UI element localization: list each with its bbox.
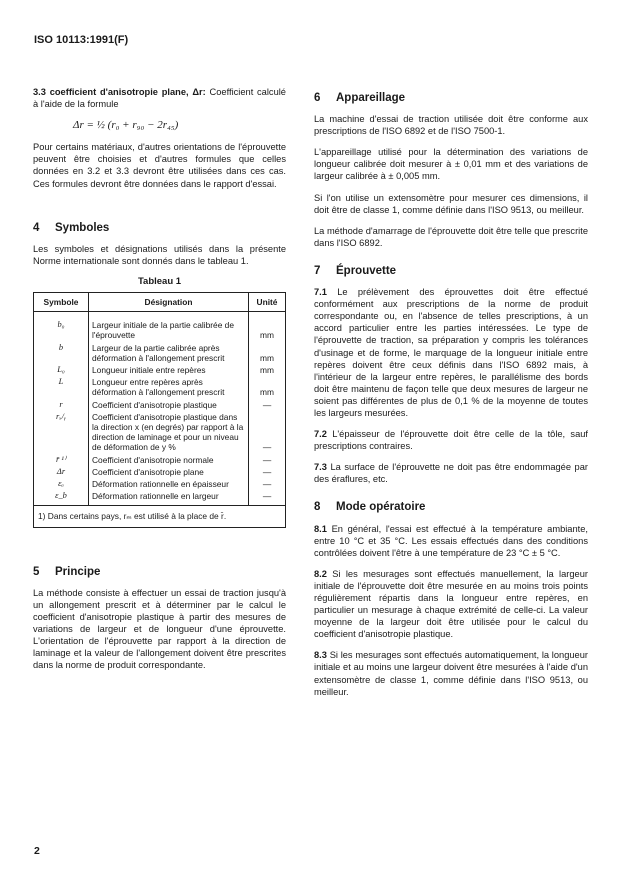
clause-7-2	[314, 428, 588, 452]
table-header-symbol: Symbole	[34, 293, 89, 312]
row-symbol: ε_b	[34, 490, 89, 506]
row-unit: —	[249, 411, 286, 454]
section-6-para-1: La machine d'essai de traction utilisée doit être conforme aux prescriptions de l'ISO 6892 et de l'ISO 7500-1.	[314, 114, 588, 137]
row-symbol: r	[34, 399, 89, 411]
row-unit: mm	[249, 342, 286, 364]
clause-3-3-term: coefficient d'anisotropie plane,	[49, 87, 189, 97]
section-7-heading	[314, 265, 588, 277]
section-6-para-3: Si l'on utilise un extensomètre pour mesurer ces dimensions, il doit être de classe 1, comme définie dans l'ISO 9513, ou meilleur.	[314, 192, 588, 215]
row-designation: Longueur initiale entre repères	[89, 364, 249, 376]
clause-7-2-text: L'épaisseur de l'éprouvette doit être celle de la tôle, sauf prescriptions contraires.	[314, 429, 588, 452]
table-row	[34, 466, 286, 478]
clause-8-2-number: 8.2	[314, 568, 327, 579]
clause-8-3-number: 8.3	[314, 650, 327, 661]
row-designation: Coefficient d'anisotropie plastique	[89, 399, 249, 411]
page-number: 2	[34, 845, 40, 857]
section-4-title: Symboles	[55, 221, 110, 234]
section-7-number: 7	[314, 264, 321, 277]
section-7-title: Éprouvette	[336, 264, 397, 277]
clause-8-2-text: Si les mesurages sont effectués manuellement, la largeur initiale de l'éprouvette doit être mesurée en au moins trois points régulièrement répartis dans la longueur entre repères, en particulier un mesurage à chaque extrémité de celle-ci. La valeur moyenne de la largeur doit être utilisée pour le calcul du coefficient d'anisotropie plastique.	[314, 568, 588, 640]
section-8-number: 8	[314, 501, 321, 514]
row-unit: —	[249, 490, 286, 506]
clause-8-1-text: En général, l'essai est effectué à la température ambiante, entre 10 °C et 35 °C. Les essais effectués dans des conditions contrôlées doivent l'être à une température de 23 °C ± 5 °C.	[314, 523, 588, 558]
section-6-heading	[314, 92, 588, 104]
symbols-table	[33, 292, 286, 528]
row-unit: —	[249, 454, 286, 466]
right-column	[314, 86, 588, 707]
clause-3-3-number: 3.3	[33, 87, 46, 97]
section-8-heading	[314, 501, 588, 513]
table-row	[34, 312, 286, 342]
row-designation: Coefficient d'anisotropie normale	[89, 454, 249, 466]
clause-8-2	[314, 568, 588, 641]
clause-7-1	[314, 286, 588, 419]
section-6-title: Appareillage	[336, 92, 406, 104]
clause-3-3	[33, 86, 286, 110]
section-6-para-4: La méthode d'amarrage de l'éprouvette doit être telle que prescrite dans l'ISO 6892.	[314, 225, 588, 248]
row-symbol: b₀	[34, 312, 89, 342]
row-unit: —	[249, 478, 286, 490]
left-column	[33, 86, 286, 680]
row-designation: Déformation rationnelle en épaisseur	[89, 478, 249, 490]
table-row	[34, 364, 286, 376]
table-row	[34, 478, 286, 490]
clause-7-3	[314, 461, 588, 485]
row-unit: mm	[249, 364, 286, 376]
clause-7-3-text: La surface de l'éprouvette ne doit pas être endommagée par des éraflures, etc.	[314, 462, 588, 485]
row-unit: mm	[249, 376, 286, 398]
clause-7-1-text: Le prélèvement des éprouvettes doit être effectué conformément aux prescriptions de la norme de produit correspondante ou, en l'absence de telles prescriptions, à un accord particulier entre les parties intéressées. Le type de l'éprouvette de traction, sa préparation y compris les tolérances d'usinage et de forme, le marquage de la longueur initiale entre repères doivent être ceux définis dans l'ISO 6892 mais, à l'intérieur de la largeur entre repères, le parallélisme des bords doit être maintenu de façon telle que deux mesures de largeur ne soient pas différentes de plus de 0,1 % de la moyenne de toutes les largeurs mesurées.	[314, 287, 588, 418]
clause-3-3-symbol: Δr:	[192, 87, 206, 97]
table-row	[34, 376, 286, 398]
row-designation: Longueur entre repères après déformation à l'allongement prescrit	[89, 376, 249, 398]
clause-7-3-number: 7.3	[314, 462, 327, 473]
table-header-designation: Désignation	[89, 293, 249, 312]
section-4-heading	[33, 222, 286, 234]
row-designation: Déformation rationnelle en largeur	[89, 490, 249, 506]
table-header-unit: Unité	[249, 293, 286, 312]
table-row	[34, 411, 286, 454]
row-unit: —	[249, 466, 286, 478]
clause-7-2-number: 7.2	[314, 429, 327, 440]
section-8-title: Mode opératoire	[336, 501, 426, 514]
section-4-text: Les symboles et désignations utilisés dans la présente Norme internationale sont donnés dans le tableau 1.	[33, 243, 286, 266]
clause-7-1-number: 7.1	[314, 287, 327, 298]
section-6-number: 6	[314, 92, 321, 104]
row-designation: Coefficient d'anisotropie plane	[89, 466, 249, 478]
section-5-number: 5	[33, 565, 40, 578]
row-designation: Coefficient d'anisotropie plastique dans la direction x (en degrés) par rapport à la direction de laminage et pour un niveau de déformation de y %	[89, 411, 249, 454]
formula-delta-r: Δr = ½ (r₀ + r₉₀ − 2r₄₅)	[73, 119, 179, 132]
row-symbol: r̄ ¹⁾	[34, 454, 89, 466]
clause-8-1	[314, 523, 588, 559]
section-6-para-2: L'appareillage utilisé pour la détermination des variations de longueur calibrée doit mesurer à ± 0,01 mm et des variations de largeur calibrée à ± 0,005 mm.	[314, 147, 588, 182]
row-symbol: Δr	[34, 466, 89, 478]
clause-8-3	[314, 649, 588, 697]
table-caption: Tableau 1	[137, 275, 182, 287]
clause-8-1-number: 8.1	[314, 523, 327, 534]
clause-3-3-note: Pour certains matériaux, d'autres orientations de l'éprouvette peuvent être choisies et d'autres formules que celles données en 3.2 et 3.3 devront être utilisées dans ces cas. Ces formules devront être données dans le rapport d'essai.	[33, 142, 286, 189]
row-symbol: b	[34, 342, 89, 364]
table-footnote: 1) Dans certains pays, rₘ est utilisé à la place de r̄.	[34, 506, 286, 527]
clause-3-3-text: Coefficient calculé à l'aide de la formule	[33, 87, 286, 110]
section-5-title: Principe	[55, 565, 101, 578]
row-symbol: εₐ	[34, 478, 89, 490]
row-designation: Largeur de la partie calibrée après déformation à l'allongement prescrit	[89, 342, 249, 364]
row-designation: Largeur initiale de la partie calibrée de l'éprouvette	[89, 312, 249, 342]
table-row	[34, 490, 286, 506]
section-5-text: La méthode consiste à effectuer un essai de traction jusqu'à un allongement prescrit et à déterminer par le calcul le coefficient d'anisotropie plastique à partir des mesures de variations de largeur et de longueur d'une éprouvette. L'orientation de l'éprouvette par rapport à la direction de laminage et la valeur de l'allongement doivent être prescrites dans la norme de produit correspondante.	[33, 587, 286, 671]
row-unit: —	[249, 399, 286, 411]
section-5-heading	[33, 566, 286, 578]
document-header: ISO 10113:1991(F)	[34, 34, 129, 46]
section-4-number: 4	[33, 221, 40, 234]
row-unit: mm	[249, 312, 286, 342]
table-row	[34, 454, 286, 466]
clause-8-3-text: Si les mesurages sont effectués automatiquement, la longueur initiale et au moins une largeur doivent être mesurées à l'aide d'un extensomètre de classe 1, comme définie dans l'ISO 9513, ou meilleur.	[314, 650, 588, 697]
table-row	[34, 399, 286, 411]
row-symbol: rₓ/ᵧ	[34, 411, 89, 454]
row-symbol: L	[34, 376, 89, 398]
row-symbol: L₀	[34, 364, 89, 376]
table-row	[34, 342, 286, 364]
